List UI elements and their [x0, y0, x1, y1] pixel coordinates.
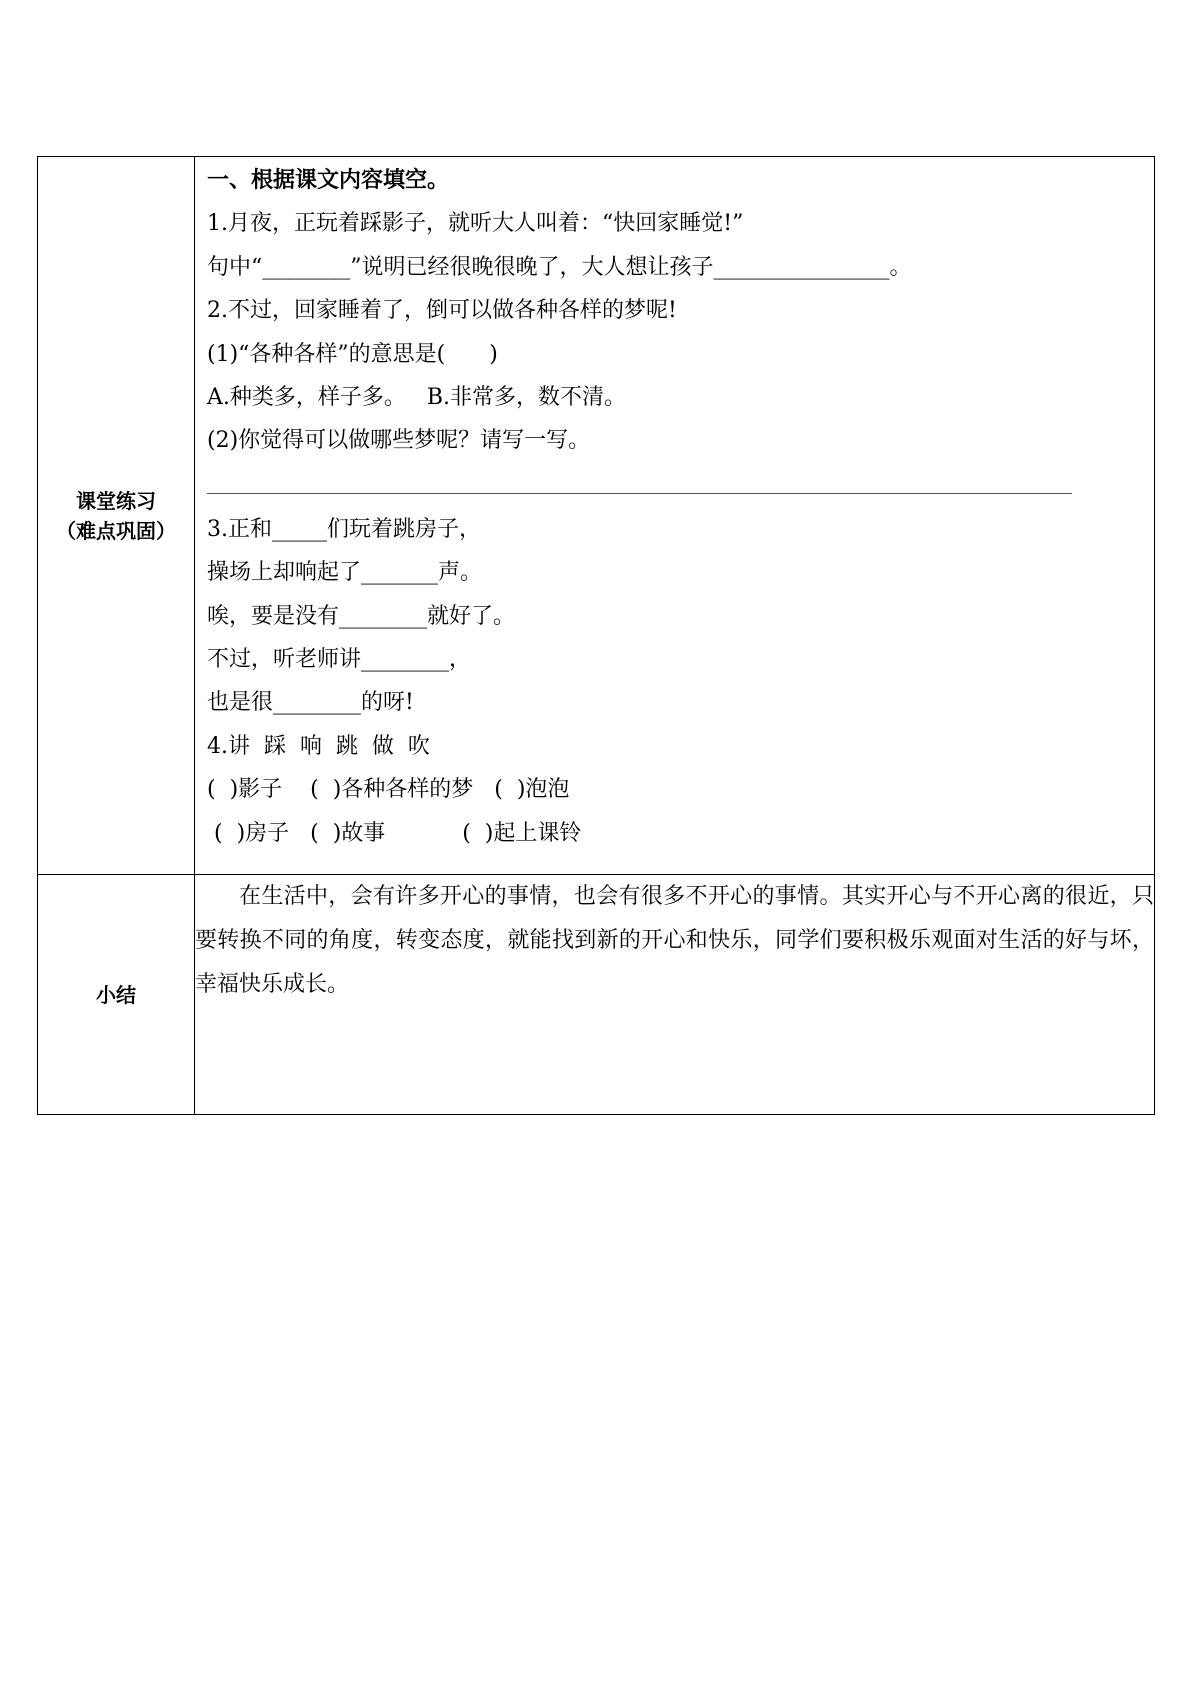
summary-text: 在生活中，会有许多开心的事情，也会有很多不开心的事情。其实开心与不开心离的很近，只要转换不同的角度，转变态度，就能找到新的开心和快乐，同学们要积极乐观面对生活的好与坏，幸福快乐成长。	[195, 884, 1154, 997]
practice-header-subtitle: （难点巩固）	[56, 518, 176, 543]
exercise-line: 句中“________”说明已经很晚很晚了，大人想让孩子________________。	[207, 254, 912, 280]
lesson-table	[37, 156, 1155, 1115]
summary-header-title: 小结	[96, 982, 136, 1007]
exercise-line: (1)“各种各样”的意思是( )	[207, 341, 498, 367]
summary-row	[38, 875, 1155, 1115]
exercise-line: 2.不过，回家睡着了，倒可以做各种各样的梦呢!	[207, 298, 677, 324]
section-title: 一、根据课文内容填空。	[207, 168, 450, 193]
summary-content-cell	[195, 875, 1155, 1115]
exercise-line: 4.讲 踩 响 跳 做 吹	[207, 733, 430, 759]
answer-line	[207, 473, 1072, 494]
practice-header-cell	[38, 157, 195, 875]
summary-header-cell	[38, 875, 195, 1115]
exercise-line: 不过，听老师讲________，	[207, 647, 472, 673]
exercise-line: ( )房子 ( )故事 ( )起上课铃	[207, 820, 582, 846]
exercise-line: 操场上却响起了_______声。	[207, 560, 483, 586]
practice-header-title: 课堂练习	[76, 488, 156, 513]
exercise-line: (2)你觉得可以做哪些梦呢？请写一写。	[207, 428, 591, 454]
exercise-line: 也是很________的呀!	[207, 690, 414, 716]
exercise-line: 3.正和_____们玩着跳房子，	[207, 516, 481, 542]
practice-row	[38, 157, 1155, 875]
exercise-line: A.种类多，样子多。 B.非常多，数不清。	[207, 385, 627, 411]
exercise-line: 唉，要是没有________就好了。	[207, 603, 516, 629]
exercise-line: ( )影子 ( )各种各样的梦 ( )泡泡	[207, 777, 570, 803]
practice-content-cell	[195, 157, 1155, 875]
exercise-line: 1.月夜，正玩着踩影子，就听大人叫着：“快回家睡觉!”	[207, 211, 744, 237]
